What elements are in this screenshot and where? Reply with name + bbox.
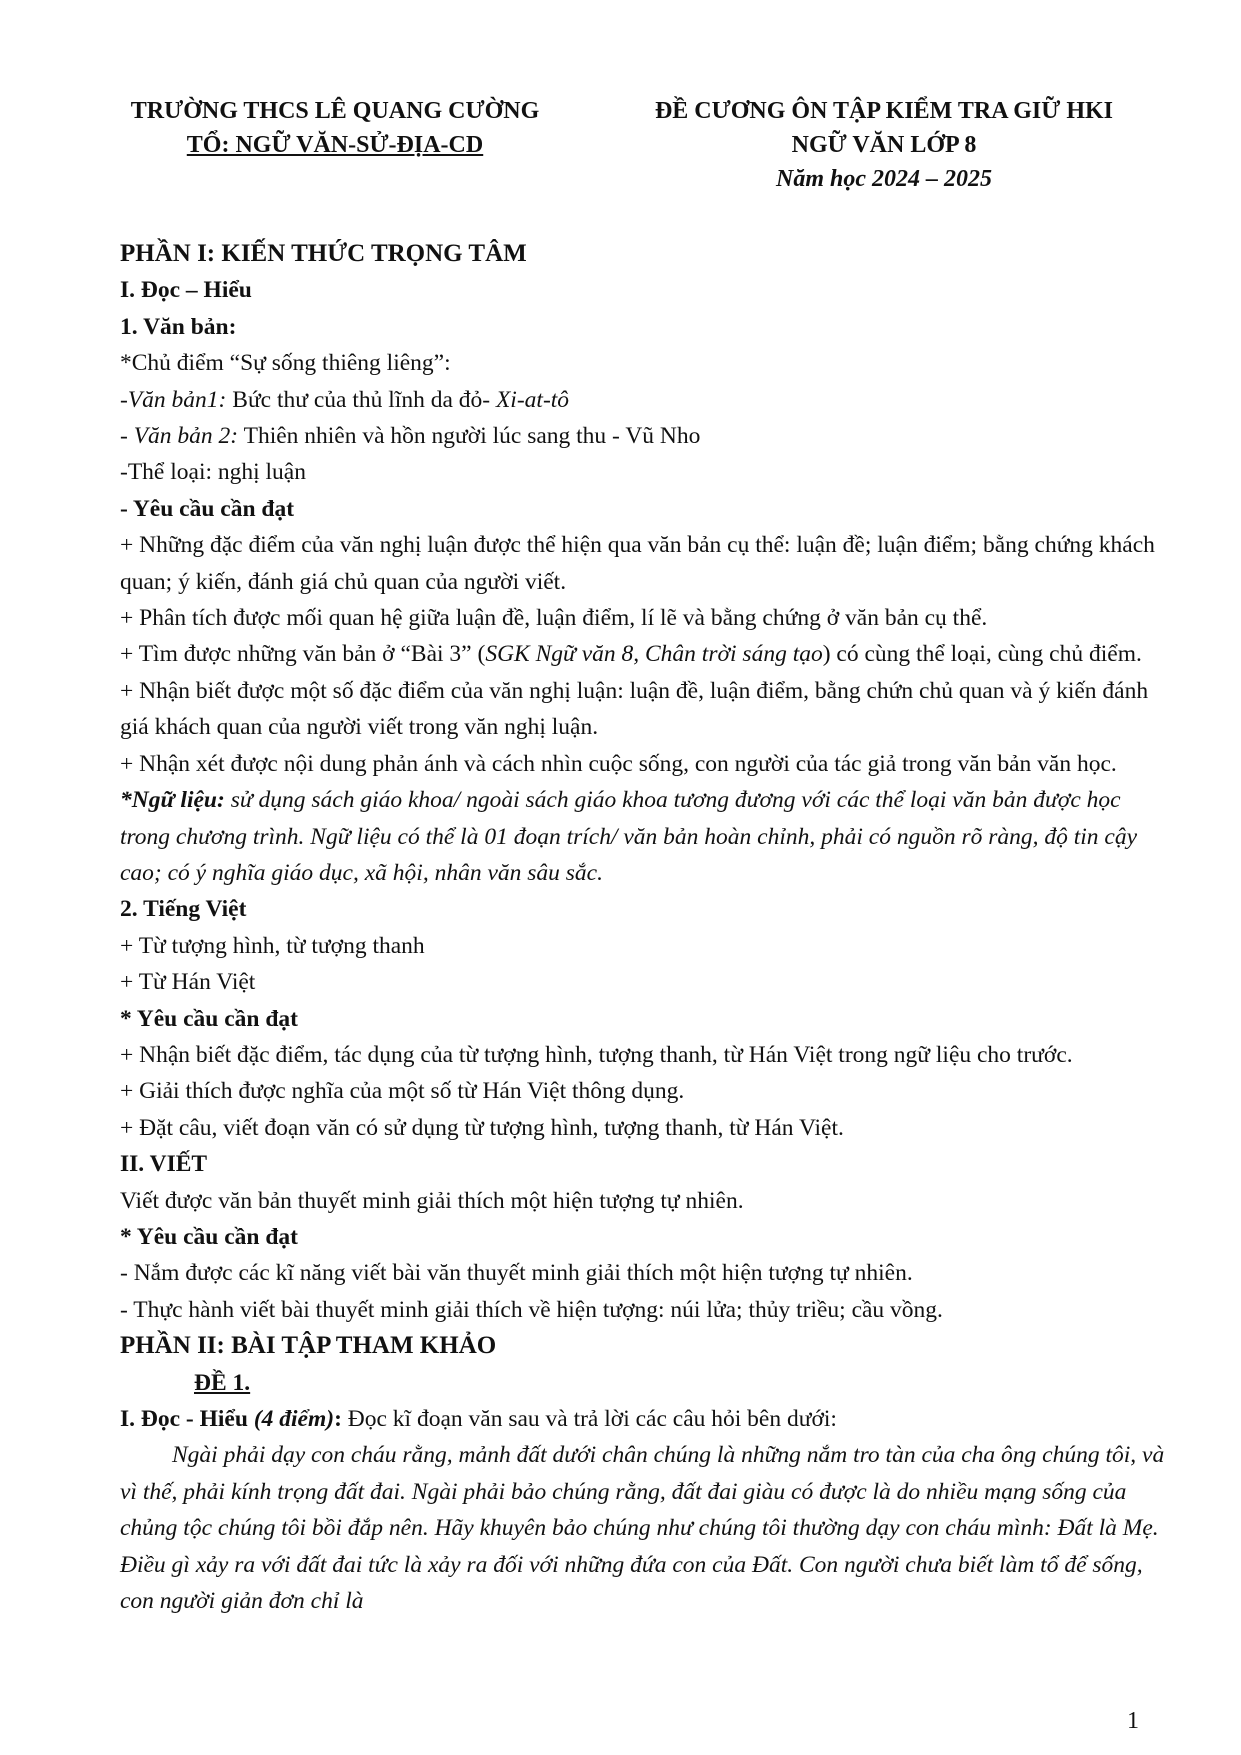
part2-heading: PHẦN II: BÀI TẬP THAM KHẢO (120, 1332, 497, 1360)
page-number: 1 (1127, 1708, 1139, 1734)
question-colon: : (334, 1406, 342, 1432)
requirement-5: + Nhận xét được nội dung phản ánh và cách nhìn cuộc sống, con người của tác giả trong văn bản văn học. (120, 750, 1117, 777)
writing-req-heading: * Yêu cầu cần đạt (120, 1223, 298, 1250)
question-points: (4 điểm) (253, 1406, 335, 1432)
material-text: sử dụng sách giáo khoa/ ngoài sách giáo khoa tương đương với các thể loại văn bản được học trong chương trình. Ngữ liệu có thể là 01 đoạn trích/ văn bản hoàn chỉnh, phải có nguồn rõ ràng, độ tin cậy cao; có ý nghĩa giáo dục, xã hội, nhân văn sâu sắc. (120, 787, 1138, 886)
texts-heading: 1. Văn bản: (120, 313, 237, 340)
genre-line: -Thể loại: nghị luận (120, 459, 306, 486)
writing-text: Viết được văn bản thuyết minh giải thích một hiện tượng tự nhiên. (120, 1187, 744, 1214)
question-label: I. Đọc - Hiểu (120, 1406, 254, 1432)
vietnamese-item-1: + Từ tượng hình, từ tượng thanh (120, 932, 425, 959)
text1-label: -Văn bản1: (120, 386, 227, 413)
header-left (80, 94, 590, 162)
writing-req-1: - Nắm được các kĩ năng viết bài văn thuyết minh giải thích một hiện tượng tự nhiên. (120, 1260, 913, 1287)
theme-line: *Chủ điểm “Sự sống thiêng liêng”: (120, 350, 451, 377)
subject-title: NGỮ VĂN LỚP 8 (791, 132, 977, 158)
requirement-3-c: ) có cùng thể loại, cùng chủ điểm. (822, 641, 1142, 668)
reading-heading: I. Đọc – Hiểu (120, 277, 252, 304)
text1-title: Bức thư của thủ lĩnh da đỏ- (226, 386, 496, 413)
school-name: TRƯỜNG THCS LÊ QUANG CƯỜNG (130, 98, 540, 124)
part1-heading: PHẦN I: KIẾN THỨC TRỌNG TÂM (120, 240, 527, 267)
vietnamese-req-heading: * Yêu cầu cần đạt (120, 1005, 298, 1032)
requirement-3-a: + Tìm được những văn bản ở “Bài 3” ( (120, 641, 486, 668)
document-title: ĐỀ CƯƠNG ÔN TẬP KIỂM TRA GIỮ HKI (654, 98, 1114, 124)
text2-line (120, 418, 1165, 454)
writing-req-2: - Thực hành viết bài thuyết minh giải thích về hiện tượng: núi lửa; thủy triều; cầu vồng. (120, 1296, 943, 1323)
requirement-3-book: SGK Ngữ văn 8, Chân trời sáng tạo (485, 641, 823, 668)
material-note (120, 782, 1165, 891)
requirement-3 (120, 636, 1165, 672)
writing-heading: II. VIẾT (120, 1151, 208, 1178)
text2-label: - Văn bản 2: (120, 423, 239, 450)
text2-rest: Thiên nhiên và hồn người lúc sang thu - Vũ Nho (238, 423, 701, 450)
school-year: Năm học 2024 – 2025 (776, 166, 992, 192)
material-label: *Ngữ liệu: (120, 787, 225, 814)
reading-question (120, 1401, 1165, 1437)
vietnamese-item-2: + Từ Hán Việt (120, 969, 256, 996)
header-right (594, 94, 1174, 196)
requirement-1: + Những đặc điểm của văn nghị luận được thể hiện qua văn bản cụ thể: luận đề; luận điểm; bằng chứng khách quan; ý kiến, đánh giá chủ quan của người viết. (120, 532, 1155, 595)
requirement-4: + Nhận biết được một số đặc điểm của văn nghị luận: luận đề, luận điểm, bằng chứn chủ quan và ý kiến đánh giá khách quan của người viết trong văn nghị luận. (120, 677, 1149, 741)
question-instruction: Đọc kĩ đoạn văn sau và trả lời các câu hỏi bên dưới: (341, 1406, 837, 1432)
requirements-heading: - Yêu cầu cần đạt (120, 495, 295, 522)
vietnamese-req-1: + Nhận biết đặc điểm, tác dụng của từ tượng hình, tượng thanh, từ Hán Việt trong ngữ liệu cho trước. (120, 1041, 1073, 1068)
vietnamese-req-2: + Giải thích được nghĩa của một số từ Hán Việt thông dụng. (120, 1078, 685, 1105)
vietnamese-heading: 2. Tiếng Việt (120, 896, 247, 923)
vietnamese-req-3: + Đặt câu, viết đoạn văn có sử dụng từ tượng hình, tượng thanh, từ Hán Việt. (120, 1114, 844, 1141)
reading-passage: Ngài phải dạy con cháu rằng, mảnh đất dưới chân chúng là những nắm tro tàn của cha ông chúng tôi, và vì thế, phải kính trọng đất đai. Ngài phải bảo chúng rằng, đất đai giàu có được là do nhiều mạng sống của chủng tộc chúng tôi bồi đắp nên. Hãy khuyên bảo chúng như chúng tôi thường dạy con cháu mình: Đất là Mẹ. Điều gì xảy ra với đất đai tức là xảy ra đối với những đứa con của Đất. Con người chưa biết làm tổ để sống, con người giản đơn chỉ là (120, 1442, 1165, 1615)
exam-title: ĐỀ 1. (194, 1369, 251, 1396)
requirement-2: + Phân tích được mối quan hệ giữa luận đề, luận điểm, lí lẽ và bằng chứng ở văn bản cụ thể. (120, 605, 988, 632)
text1-author: Xi-at-tô (495, 386, 570, 413)
department-name: TỔ: NGỮ VĂN-SỬ-ĐỊA-CD (186, 132, 484, 158)
text1-line (120, 382, 1165, 418)
document-body (120, 236, 1165, 1619)
